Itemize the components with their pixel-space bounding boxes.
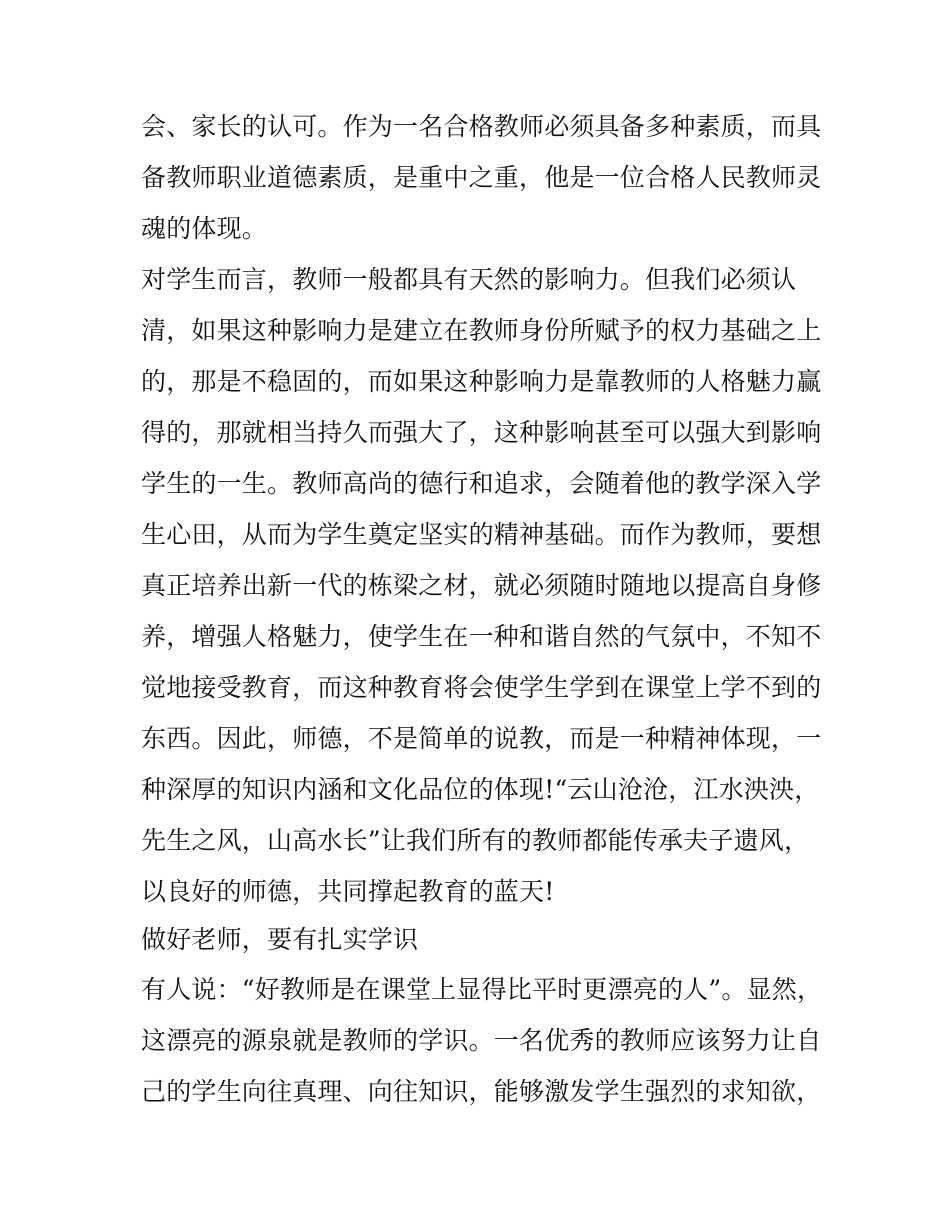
section-heading: 做好老师，要有扎实学识 [141,925,419,954]
text-line: 生心田，从而为学生奠定坚实的精神基础。而作为教师，要想 [141,520,822,549]
text-line: 会、家长的认可。作为一名合格教师必须具备多种素质，而具 [141,112,822,141]
text-line: 学生的一生。教师高尚的德行和追求，会随着他的教学深入学 [141,469,822,498]
text-line: 种深厚的知识内涵和文化品位的体现!“云山沧沧，江水泱泱， [141,775,820,804]
text-line: 有人说：“好教师是在课堂上显得比平时更漂亮的人”。显然， [141,975,823,1004]
text-line: 这漂亮的源泉就是教师的学识。一名优秀的教师应该努力让自 [141,1026,822,1055]
text-line: 以良好的师德，共同撑起教育的蓝天! [141,877,555,906]
text-line: 东西。因此，师德，不是简单的说教，而是一种精神体现，一 [141,724,822,753]
text-line: 得的，那就相当持久而强大了，这种影响甚至可以强大到影响 [141,418,822,447]
text-line: 养，增强人格魅力，使学生在一种和谐自然的气氛中，不知不 [141,622,822,651]
text-line: 己的学生向往真理、向往知识，能够激发学生强烈的求知欲， [141,1077,822,1106]
text-line: 备教师职业道德素质，是重中之重，他是一位合格人民教师灵 [141,163,822,192]
text-line: 清，如果这种影响力是建立在教师身份所赋予的权力基础之上 [141,316,822,345]
text-line: 对学生而言，教师一般都具有天然的影响力。但我们必须认 [141,265,797,294]
text-line: 真正培养出新一代的栋梁之材，就必须随时随地以提高自身修 [141,571,822,600]
text-line: 先生之风，山高水长”让我们所有的教师都能传承夫子遗风， [141,826,810,855]
text-line: 觉地接受教育，而这种教育将会使学生学到在课堂上学不到的 [141,673,822,702]
text-line: 魂的体现。 [141,214,268,243]
text-line: 的，那是不稳固的，而如果这种影响力是靠教师的人格魅力赢 [141,367,822,396]
